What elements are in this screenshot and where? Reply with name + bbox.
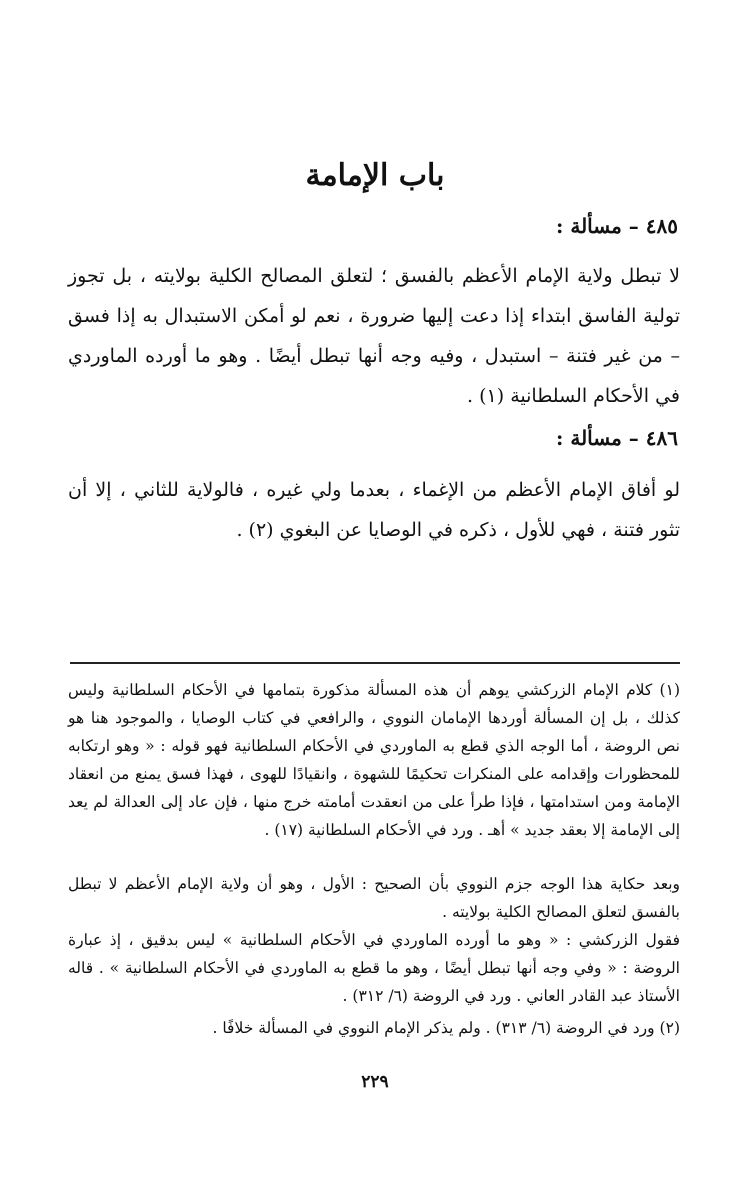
masala-heading-486: ٤٨٦ – مسألة : xyxy=(556,426,678,450)
page-title: باب الإمامة xyxy=(305,158,445,193)
footnote-1-remark: فقول الزركشي : « وهو ما أورده الماوردي في الأحكام السلطانية » ليس بدقيق ، إذ عبارة الروضة : « وفي وجه أنها تبطل أيضًا ، وهو ما قطع به الماوردي في الأحكام السلطانية » . قاله الأستاذ عبد القادر العاني . ورد في الروضة (٦/ ٣١٢) . xyxy=(68,931,680,1005)
footnote-2: (٢) ورد في الروضة (٦/ ٣١٣) . ولم يذكر الإمام النووي في المسألة خلافًا . xyxy=(212,1019,680,1037)
masala-heading-485: ٤٨٥ – مسألة : xyxy=(556,214,678,238)
footnote-1: (١) كلام الإمام الزركشي يوهم أن هذه المسألة مذكورة بتمامها في الأحكام السلطانية وليس كذلك ، بل إن المسألة أوردها الإمامان النووي ، والرافعي في كتاب الوصايا ، والموجود هنا هو نص الروضة ، أما الوجه الذي قطع به الماوردي في الأحكام السلطانية فهو قوله : « وهو ارتكابه للمحظورات وإقدامه على المنكرات تحكيمًا للشهوة ، وانقيادًا للهوى ، فهذا فسق يمنع من انعقاد الإمامة ومن استدامتها ، فإذا طرأ على من انعقدت أمامته خرج منها ، فإن عاد إلى العدالة لم يعد إلى الإمامة إلا بعقد جديد » أهـ . ورد في الأحكام السلطانية (١٧) . xyxy=(68,681,680,839)
masala-text-485: لا تبطل ولاية الإمام الأعظم بالفسق ؛ لتعلق المصالح الكلية بولايته ، بل تجوز تولية الفاسق ابتداء إذا دعت إليها ضرورة ، نعم لو أمكن الاستبدال به إذا فسق – من غير فتنة – استبدل ، وفيه وجه أنها تبطل أيضًا . وهو ما أورده الماوردي في الأحكام السلطانية (١) . xyxy=(68,265,680,407)
page-number: ٢٢٩ xyxy=(361,1072,389,1092)
masala-text-486: لو أفاق الإمام الأعظم من الإغماء ، بعدما ولي غيره ، فالولاية للثاني ، إلا أن تثور فتنة ، فهي للأول ، ذكره في الوصايا عن البغوي (٢) . xyxy=(68,479,680,541)
footnote-1-continued: وبعد حكاية هذا الوجه جزم النووي بأن الصحيح : الأول ، وهو أن ولاية الإمام الأعظم لا تبطل بالفسق لتعلق المصالح الكلية بولايته . xyxy=(68,875,680,921)
footnote-separator xyxy=(70,662,680,664)
